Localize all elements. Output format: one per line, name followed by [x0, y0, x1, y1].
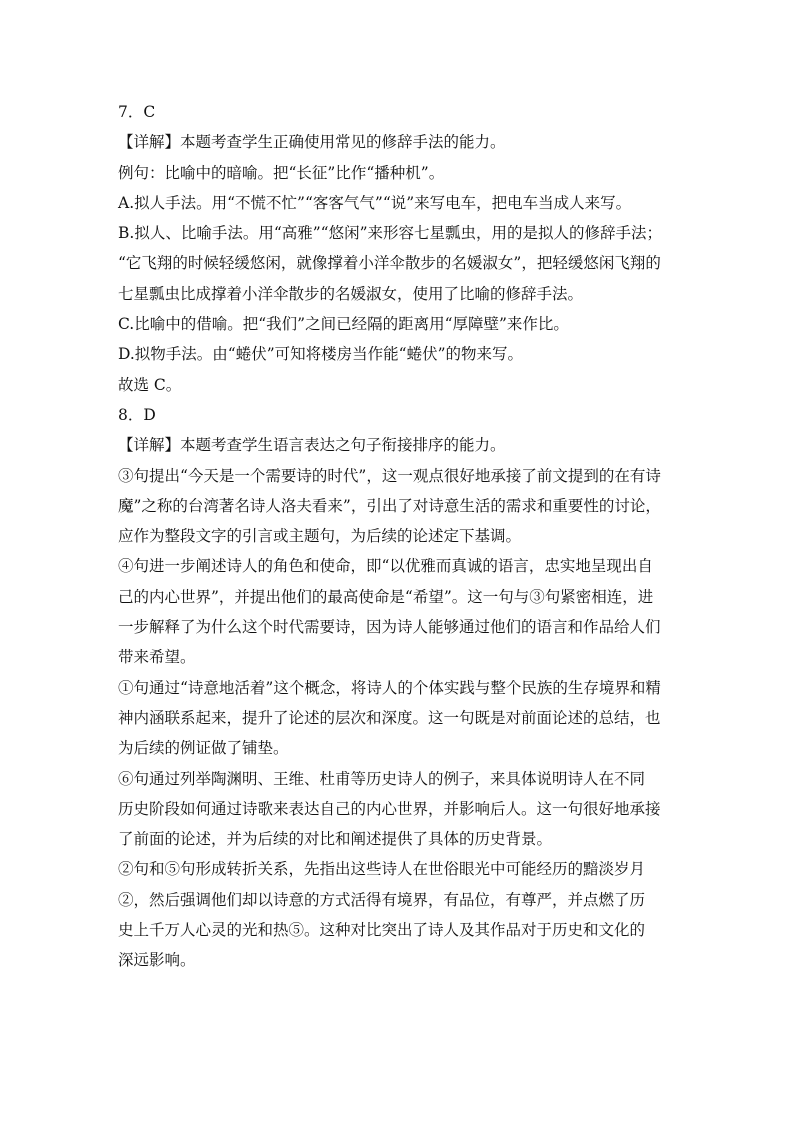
- text-line: 【详解】本题考查学生语言表达之句子衔接排序的能力。: [118, 436, 506, 455]
- text-line: 带来希望。: [118, 648, 196, 667]
- answer-label-q7: 7．C: [118, 103, 156, 121]
- text-line: ④句进一步阐述诗人的角色和使命，即“以优雅而真诚的语言，忠实地呈现出自: [118, 557, 653, 576]
- text-line: 魔”之称的台湾著名诗人洛夫看来”，引出了对诗意生活的需求和重要性的讨论，: [118, 496, 661, 515]
- text-line: ①句通过“诗意地活着”这个概念，将诗人的个体实践与整个民族的生存境界和精: [118, 678, 661, 697]
- answer-label-q8: 8．D: [118, 405, 156, 424]
- text-line: 【详解】本题考查学生正确使用常见的修辞手法的能力。: [118, 133, 506, 152]
- text-line: 史上千万人心灵的光和热⑤。这种对比突出了诗人及其作品对于历史和文化的: [118, 921, 646, 940]
- text-line: 己的内心世界”，并提出他们的最高使命是“希望”。这一句与③句紧密相连，进: [118, 587, 654, 606]
- text-line: 深远影响。: [118, 951, 196, 970]
- answer-explanation-text: [118, 97, 688, 976]
- text-line: D.拟物手法。由“蜷伏”可知将楼房当作能“蜷伏”的物来写。: [118, 345, 523, 364]
- text-line: ⑥句通过列举陶渊明、王维、杜甫等历史诗人的例子，来具体说明诗人在不同: [118, 769, 646, 788]
- text-line: 故选 C。: [118, 375, 182, 394]
- text-line: 为后续的例证做了铺垫。: [118, 739, 289, 758]
- text-line: 七星瓢虫比成撑着小洋伞散步的名媛淑女，使用了比喻的修辞手法。: [118, 284, 584, 303]
- text-line: 了前面的论述，并为后续的对比和阐述提供了具体的历史背景。: [118, 830, 553, 849]
- text-line: A.拟人手法。用“不慌不忙”“客客气气”“说”来写电车，把电车当成人来写。: [118, 193, 632, 212]
- text-line: C.比喻中的借喻。把“我们”之间已经隔的距离用“厚障壁”来作比。: [118, 315, 569, 334]
- text-line: “它飞翔的时候轻缓悠闲，就像撑着小洋伞散步的名媛淑女”，把轻缓悠闲飞翔的: [118, 254, 661, 273]
- text-line: ③句提出“今天是一个需要诗的时代”，这一观点很好地承接了前文提到的在有诗: [118, 466, 661, 485]
- text-line: ②，然后强调他们却以诗意的方式活得有境界，有品位，有尊严，并点燃了历: [118, 890, 646, 909]
- text-line: 例句：比喻中的暗喻。把“长征”比作“播种机”。: [118, 163, 445, 182]
- text-line: 应作为整段文字的引言或主题句，为后续的论述定下基调。: [118, 527, 522, 546]
- text-line: 神内涵联系起来，提升了论述的层次和深度。这一句既是对前面论述的总结，也: [118, 708, 661, 727]
- text-line: ②句和⑤句形成转折关系，先指出这些诗人在世俗眼光中可能经历的黯淡岁月: [118, 860, 646, 879]
- text-line: B.拟人、比喻手法。用“高雅”“悠闲”来形容七星瓢虫，用的是拟人的修辞手法；: [118, 224, 663, 243]
- text-line: 历史阶段如何通过诗歌来表达自己的内心世界，并影响后人。这一句很好地承接: [118, 799, 661, 818]
- text-line: 一步解释了为什么这个时代需要诗，因为诗人能够通过他们的语言和作品给人们: [118, 618, 661, 637]
